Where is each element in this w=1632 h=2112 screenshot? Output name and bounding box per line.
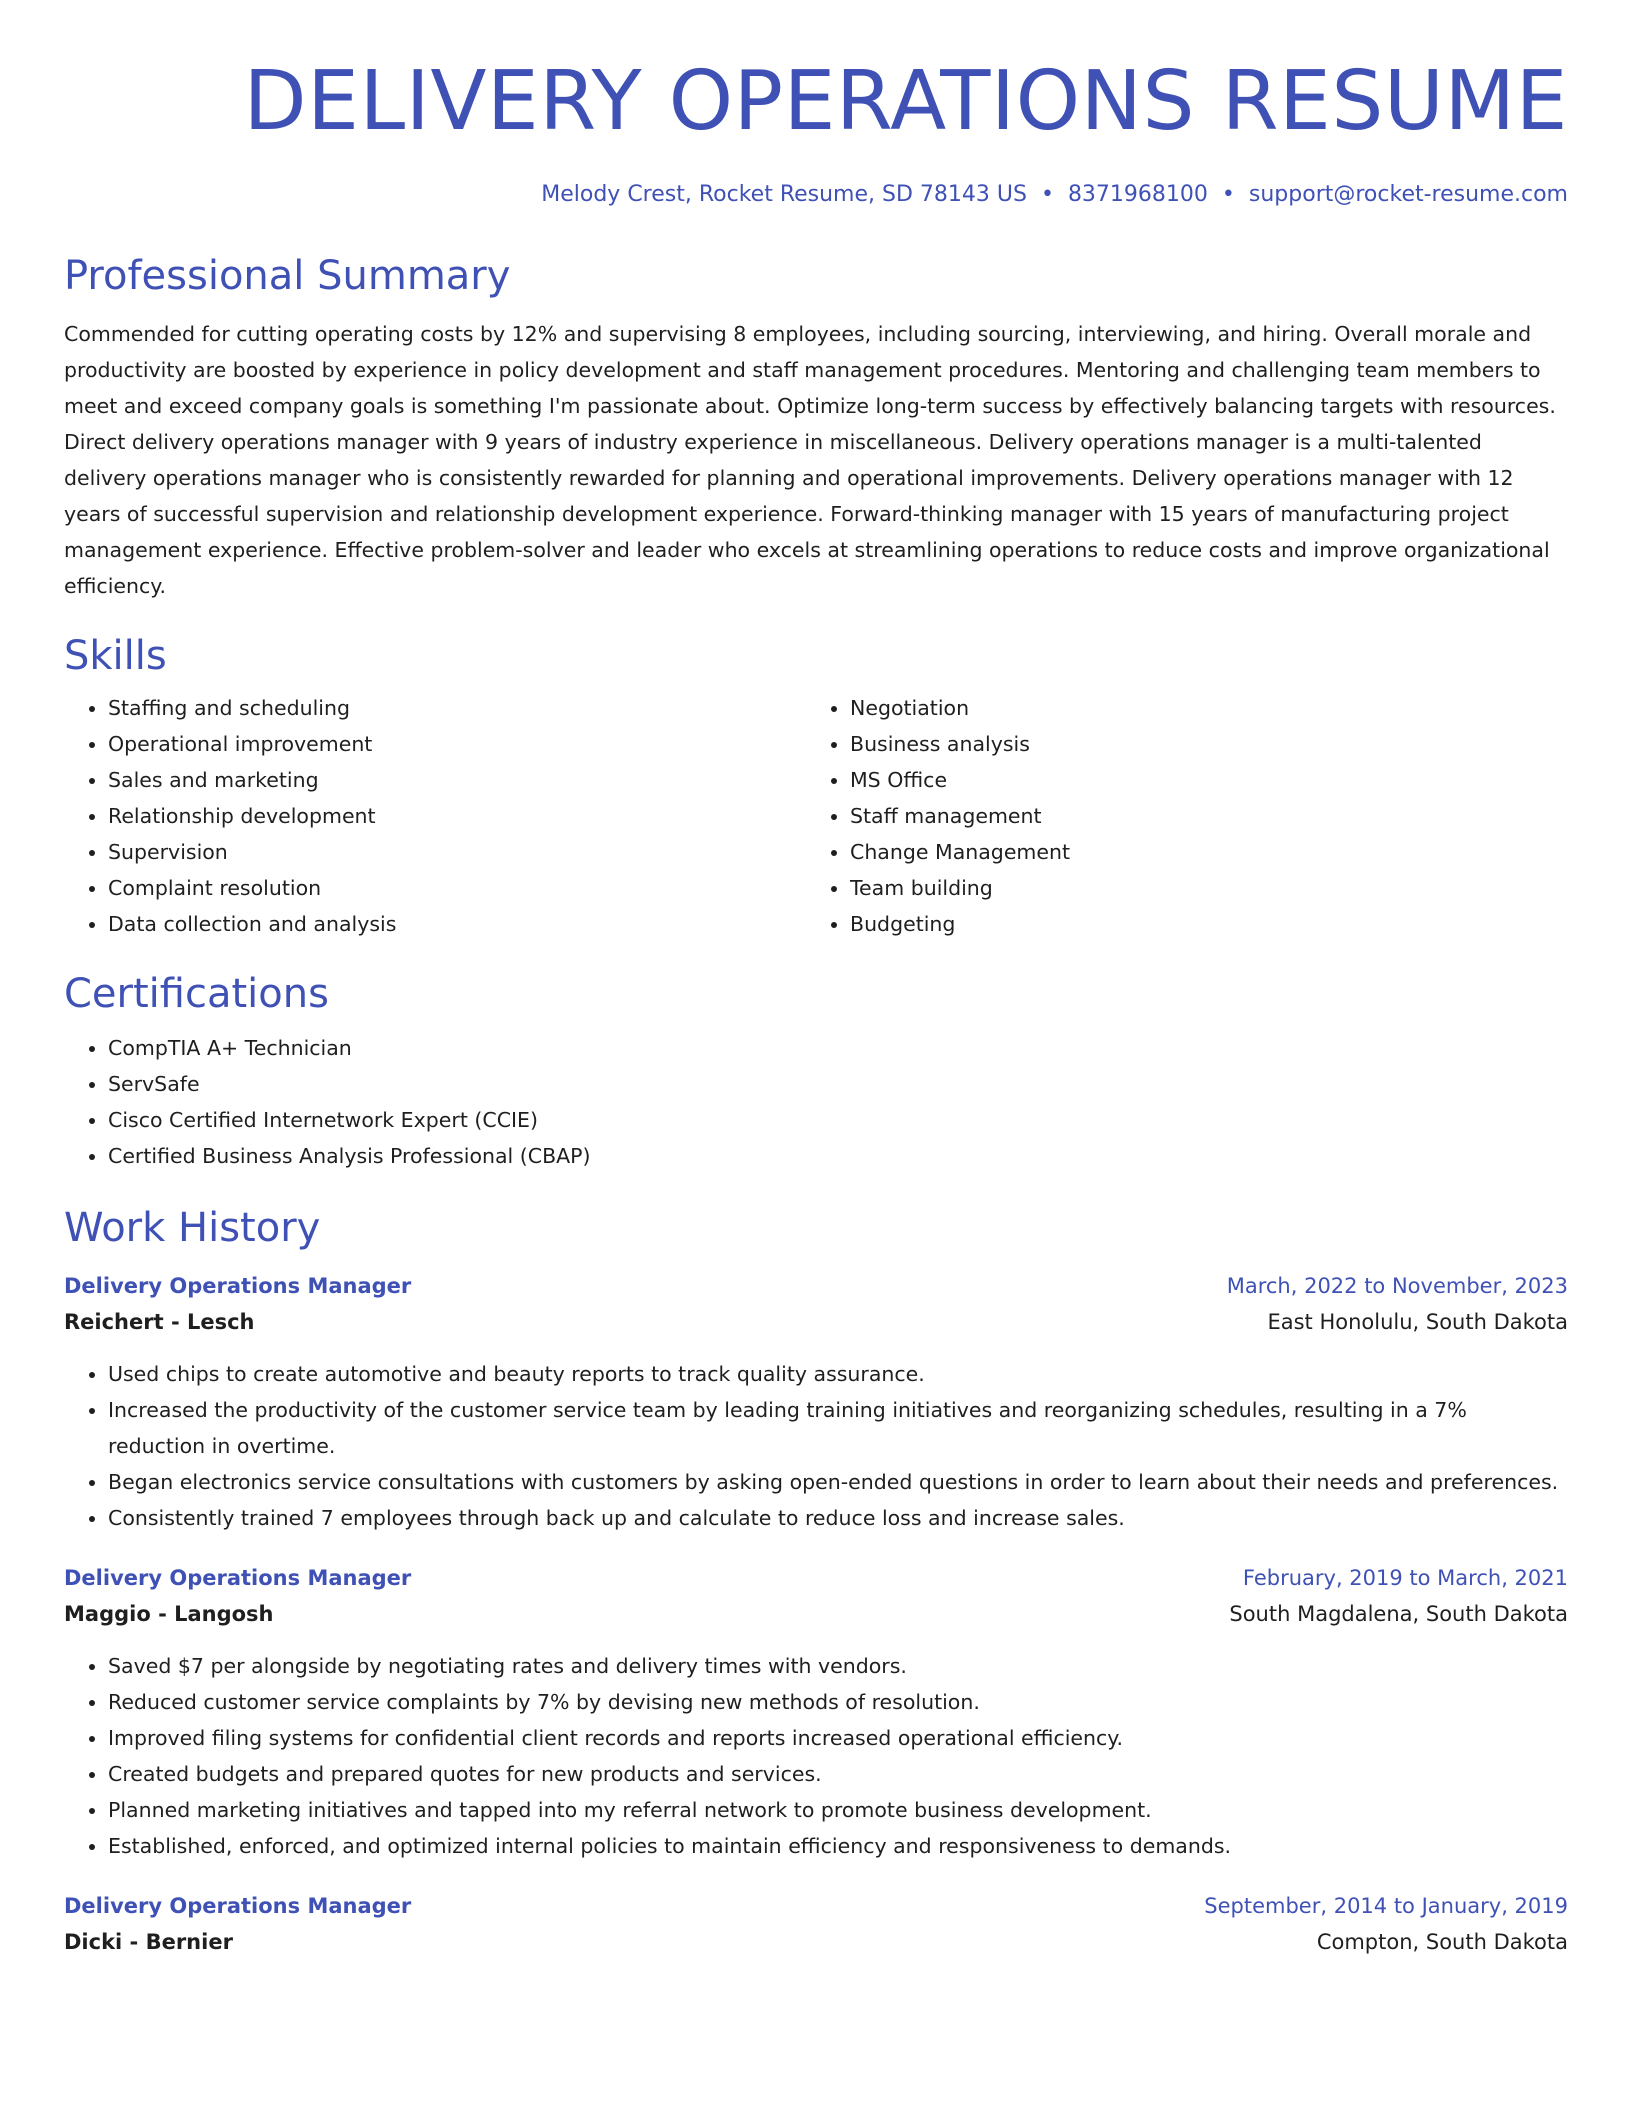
job-entry bbox=[64, 1560, 1568, 1864]
job-bullet: • Increased the productivity of the customer service team by leading training initiatives and reorganizing schedules, resulting in a 7% reduction in overtime. bbox=[108, 1392, 1568, 1464]
job-bullet: • Created budgets and prepared quotes for new products and services. bbox=[108, 1756, 1568, 1792]
job-bullet: • Saved $7 per alongside by negotiating rates and delivery times with vendors. bbox=[108, 1648, 1568, 1684]
job-entry bbox=[64, 1268, 1568, 1536]
job-company: Reichert - Lesch bbox=[64, 1310, 255, 1334]
certifications-list bbox=[64, 1030, 1568, 1174]
job-location: East Honolulu, South Dakota bbox=[1267, 1310, 1568, 1334]
summary-text: Commended for cutting operating costs by 12% and supervising 8 employees, including sourcing, interviewing, and hiring. Overall morale and productivity are boosted by experience in policy development and staff management procedures. Mentoring and challenging team members to meet and exceed company goals is something I'm passionate about. Optimize long-term success by effectively balancing targets with resources. Direct delivery operations manager with 9 years of industry experience in miscellaneous. Delivery operations manager is a multi-talented delivery operations manager who is consistently rewarded for planning and operational improvements. Delivery operations manager with 12 years of successful supervision and relationship development experience. Forward-thinking manager with 15 years of manufacturing project management experience. Effective problem-solver and leader who excels at streamlining operations to reduce costs and improve organizational efficiency. bbox=[64, 322, 1556, 598]
skill-item: • Negotiation bbox=[850, 690, 1548, 726]
job-company: Dicki - Bernier bbox=[64, 1930, 233, 1954]
skill-item: • Data collection and analysis bbox=[108, 906, 806, 942]
job-bullet: • Improved filing systems for confidential client records and reports increased operational efficiency. bbox=[108, 1720, 1568, 1756]
contact-separator: • bbox=[1221, 182, 1235, 207]
job-dates: September, 2014 to January, 2019 bbox=[1204, 1894, 1568, 1918]
skill-item: • Change Management bbox=[850, 834, 1548, 870]
job-dates: February, 2019 to March, 2021 bbox=[1242, 1566, 1568, 1590]
certifications-heading: Certifications bbox=[64, 971, 329, 1017]
job-title: Delivery Operations Manager bbox=[64, 1894, 412, 1918]
job-title: Delivery Operations Manager bbox=[64, 1274, 412, 1298]
contact-separator: • bbox=[1040, 182, 1054, 207]
skill-item: • Supervision bbox=[108, 834, 806, 870]
certification-item: • ServSafe bbox=[108, 1066, 1568, 1102]
job-title-row bbox=[64, 1888, 1568, 1924]
skills-list-right bbox=[806, 690, 1548, 942]
work-history-section bbox=[64, 1204, 1568, 1960]
job-entry bbox=[64, 1888, 1568, 1960]
job-title: Delivery Operations Manager bbox=[64, 1566, 412, 1590]
job-bullet: • Began electronics service consultations with customers by asking open-ended questions in order to learn about their needs and preferences. bbox=[108, 1464, 1568, 1500]
work-history-heading: Work History bbox=[64, 1205, 321, 1251]
summary-heading: Professional Summary bbox=[64, 253, 511, 299]
skill-item: • Staffing and scheduling bbox=[108, 690, 806, 726]
contact-line bbox=[64, 180, 1568, 210]
certification-item: • CompTIA A+ Technician bbox=[108, 1030, 1568, 1066]
job-company-row bbox=[64, 1924, 1568, 1960]
job-title-row bbox=[64, 1560, 1568, 1596]
skill-item: • Budgeting bbox=[850, 906, 1548, 942]
summary-section bbox=[64, 252, 1568, 604]
skills-list-left bbox=[64, 690, 806, 942]
job-location: South Magdalena, South Dakota bbox=[1229, 1602, 1568, 1626]
skills-heading: Skills bbox=[64, 633, 167, 679]
skill-item: • Staff management bbox=[850, 798, 1548, 834]
skill-item: • Relationship development bbox=[108, 798, 806, 834]
contact-email: support@rocket-resume.com bbox=[1248, 182, 1568, 207]
skills-columns bbox=[64, 690, 1568, 942]
job-bullets bbox=[64, 1648, 1568, 1864]
job-title-row bbox=[64, 1268, 1568, 1304]
job-company-row bbox=[64, 1596, 1568, 1632]
job-company: Maggio - Langosh bbox=[64, 1602, 274, 1626]
resume-page bbox=[64, 0, 1568, 2112]
skill-item: • Complaint resolution bbox=[108, 870, 806, 906]
job-bullet: • Consistently trained 7 employees through back up and calculate to reduce loss and increase sales. bbox=[108, 1500, 1568, 1536]
skill-item: • Sales and marketing bbox=[108, 762, 806, 798]
document-title: DELIVERY OPERATIONS RESUME bbox=[243, 54, 1568, 149]
skill-item: • Business analysis bbox=[850, 726, 1548, 762]
job-location: Compton, South Dakota bbox=[1316, 1930, 1568, 1954]
certification-item: • Cisco Certified Internetwork Expert (CCIE) bbox=[108, 1102, 1568, 1138]
job-bullets bbox=[64, 1356, 1568, 1536]
job-bullet: • Reduced customer service complaints by 7% by devising new methods of resolution. bbox=[108, 1684, 1568, 1720]
job-company-row bbox=[64, 1304, 1568, 1340]
skill-item: • MS Office bbox=[850, 762, 1548, 798]
job-bullet: • Planned marketing initiatives and tapped into my referral network to promote business development. bbox=[108, 1792, 1568, 1828]
job-bullet: • Established, enforced, and optimized internal policies to maintain efficiency and responsiveness to demands. bbox=[108, 1828, 1568, 1864]
contact-address: Melody Crest, Rocket Resume, SD 78143 US bbox=[541, 182, 1027, 207]
skills-section bbox=[64, 632, 1568, 942]
certification-item: • Certified Business Analysis Professional (CBAP) bbox=[108, 1138, 1568, 1174]
skill-item: • Operational improvement bbox=[108, 726, 806, 762]
job-dates: March, 2022 to November, 2023 bbox=[1226, 1274, 1568, 1298]
contact-phone: 8371968100 bbox=[1067, 182, 1208, 207]
resume-header bbox=[64, 0, 1568, 210]
skill-item: • Team building bbox=[850, 870, 1548, 906]
certifications-section bbox=[64, 970, 1568, 1174]
job-bullet: • Used chips to create automotive and beauty reports to track quality assurance. bbox=[108, 1356, 1568, 1392]
